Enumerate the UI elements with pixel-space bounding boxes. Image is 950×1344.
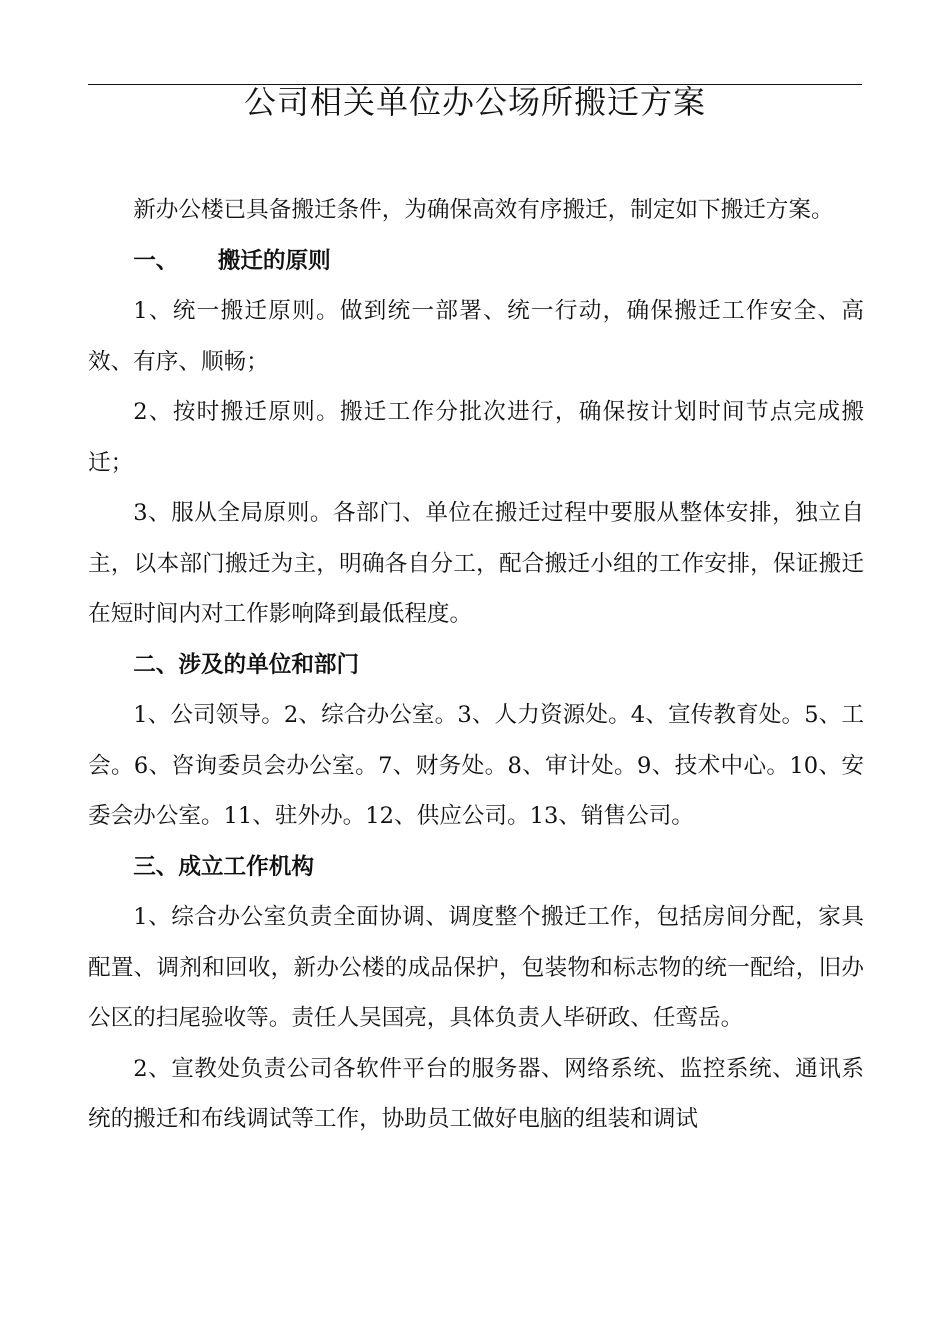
section-3-item-2: 2、宣教处负责公司各软件平台的服务器、网络系统、监控系统、通讯系统的搬迁和布线调试等工作，协助员工做好电脑的组装和调试 xyxy=(88,1055,864,1132)
section-1-item-1: 1、统一搬迁原则。做到统一部署、统一行动，确保搬迁工作安全、高效、有序、顺畅； xyxy=(88,298,864,375)
section-1-title: 搬迁的原则 xyxy=(217,247,331,274)
document-title: 公司相关单位办公场所搬迁方案 xyxy=(243,83,706,121)
section-3-item-1: 1、综合办公室负责全面协调、调度整个搬迁工作，包括房间分配，家具配置、调剂和回收，新办公楼的成品保护，包装物和标志物的统一配给，旧办公区的扫尾验收等。责任人吴国亮，具体负责人毕研政、任鸾岳。 xyxy=(88,904,864,1031)
section-3-heading: 三、成立工作机构 xyxy=(133,853,314,880)
section-2-heading: 二、涉及的单位和部门 xyxy=(133,651,360,678)
section-1-number: 一、 xyxy=(133,247,179,274)
section-1-heading xyxy=(88,236,864,287)
document-body xyxy=(88,185,864,1145)
section-1-item-3: 3、服从全局原则。各部门、单位在搬迁过程中要服从整体安排，独立自主，以本部门搬迁为主，明确各自分工，配合搬迁小组的工作安排，保证搬迁在短时间内对工作影响降到最低程度。 xyxy=(88,500,864,627)
intro-paragraph: 新办公楼已具备搬迁条件，为确保高效有序搬迁，制定如下搬迁方案。 xyxy=(133,197,834,223)
section-2-departments: 1、公司领导。2、综合办公室。3、人力资源处。4、宣传教育处。5、工会。6、咨询委员会办公室。7、财务处。8、审计处。9、技术中心。10、安委会办公室。11、驻外办。12、供应公司。13、销售公司。 xyxy=(88,702,864,829)
section-1-item-2: 2、按时搬迁原则。搬迁工作分批次进行，确保按计划时间节点完成搬迁； xyxy=(88,399,864,476)
